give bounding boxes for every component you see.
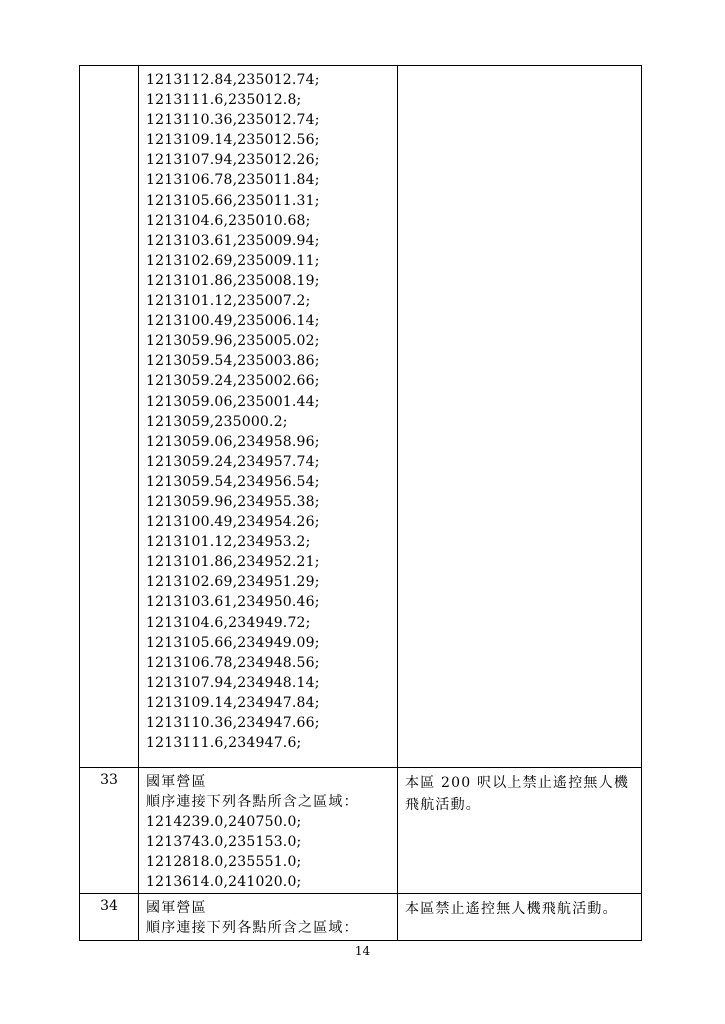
- coordinate-point: 1213101.12,234953.2;: [146, 534, 311, 551]
- coordinate-point: 1213059.96,234955.38;: [146, 493, 320, 510]
- coordinate-point: 1212818.0,235551.0;: [146, 854, 302, 871]
- coordinate-point: 1213103.61,234950.46;: [146, 594, 320, 611]
- coordinate-point: 1213106.78,234948.56;: [146, 654, 320, 671]
- coordinate-point: 1213059.54,234956.54;: [146, 473, 320, 490]
- table-row: [80, 66, 642, 768]
- airspace-table: [79, 65, 642, 941]
- coordinate-point: 1213110.36,235012.74;: [146, 112, 320, 129]
- area-instruction: 順序連接下列各點所含之區域：: [146, 919, 359, 936]
- coordinate-point: 1213100.49,234954.26;: [146, 514, 320, 531]
- coordinate-point: 1213103.61,235009.94;: [146, 232, 320, 249]
- coordinate-point: 1213109.14,235012.56;: [146, 132, 320, 149]
- coordinates-cell: [139, 893, 398, 940]
- remark-text: 本區 200 呎以上禁止遙控無人機飛航活動。: [405, 775, 630, 813]
- coordinate-point: 1214239.0,240750.0;: [146, 814, 302, 831]
- coordinate-point: 1213059,235000.2;: [146, 413, 288, 430]
- coordinate-point: 1213111.6,234947.6;: [146, 735, 302, 752]
- coordinate-list: [146, 70, 397, 753]
- coordinate-point: 1213059.06,235001.44;: [146, 393, 320, 410]
- coordinate-point: 1213059.54,235003.86;: [146, 353, 320, 370]
- coordinate-point: 1213104.6,234949.72;: [146, 614, 311, 631]
- coordinate-point: 1213106.78,235011.84;: [146, 172, 320, 189]
- page-number: 14: [354, 944, 371, 958]
- coordinate-point: 1213614.0,241020.0;: [146, 874, 302, 891]
- table-row: [80, 768, 642, 894]
- coordinate-list: [146, 812, 397, 892]
- area-name: 國軍營區: [146, 774, 207, 790]
- coordinate-point: 1213105.66,234949.09;: [146, 634, 320, 651]
- area-name: 國軍營區: [146, 899, 207, 916]
- remark-text: 本區禁止遙控無人機飛航活動。: [405, 900, 618, 917]
- area-instruction: 順序連接下列各點所含之區域：: [146, 794, 359, 811]
- row-number: [80, 66, 139, 768]
- remark-cell: [398, 768, 642, 894]
- coordinate-point: 1213059.24,235002.66;: [146, 373, 320, 390]
- coordinate-point: 1213105.66,235011.31;: [146, 192, 320, 209]
- coordinate-point: 1213112.84,235012.74;: [146, 72, 320, 88]
- coordinate-point: 1213111.6,235012.8;: [146, 92, 302, 109]
- row-number: 34: [80, 893, 139, 940]
- coordinates-cell: [139, 66, 398, 768]
- coordinate-point: 1213109.14,234947.84;: [146, 694, 320, 711]
- coordinate-point: 1213107.94,234948.14;: [146, 674, 320, 691]
- coordinate-point: 1213059.06,234958.96;: [146, 433, 320, 450]
- coordinates-cell: [139, 768, 398, 894]
- coordinate-point: 1213101.12,235007.2;: [146, 293, 311, 310]
- coordinate-point: 1213104.6,235010.68;: [146, 212, 311, 229]
- coordinate-point: 1213107.94,235012.26;: [146, 152, 320, 169]
- coordinate-point: 1213059.96,235005.02;: [146, 333, 320, 350]
- coordinate-point: 1213059.24,234957.74;: [146, 453, 320, 470]
- coordinate-point: 1213100.49,235006.14;: [146, 313, 320, 330]
- coordinate-point: 1213102.69,234951.29;: [146, 574, 320, 591]
- row-number: 33: [80, 768, 139, 894]
- table-row: [80, 893, 642, 940]
- coordinate-point: 1213110.36,234947.66;: [146, 715, 320, 731]
- coordinate-point: 1213743.0,235153.0;: [146, 834, 302, 851]
- coordinate-point: 1213101.86,234952.21;: [146, 554, 320, 571]
- coordinate-point: 1213101.86,235008.19;: [146, 272, 320, 289]
- remark-cell: [398, 893, 642, 940]
- remark-cell: [398, 66, 642, 768]
- coordinate-point: 1213102.69,235009.11;: [146, 252, 320, 269]
